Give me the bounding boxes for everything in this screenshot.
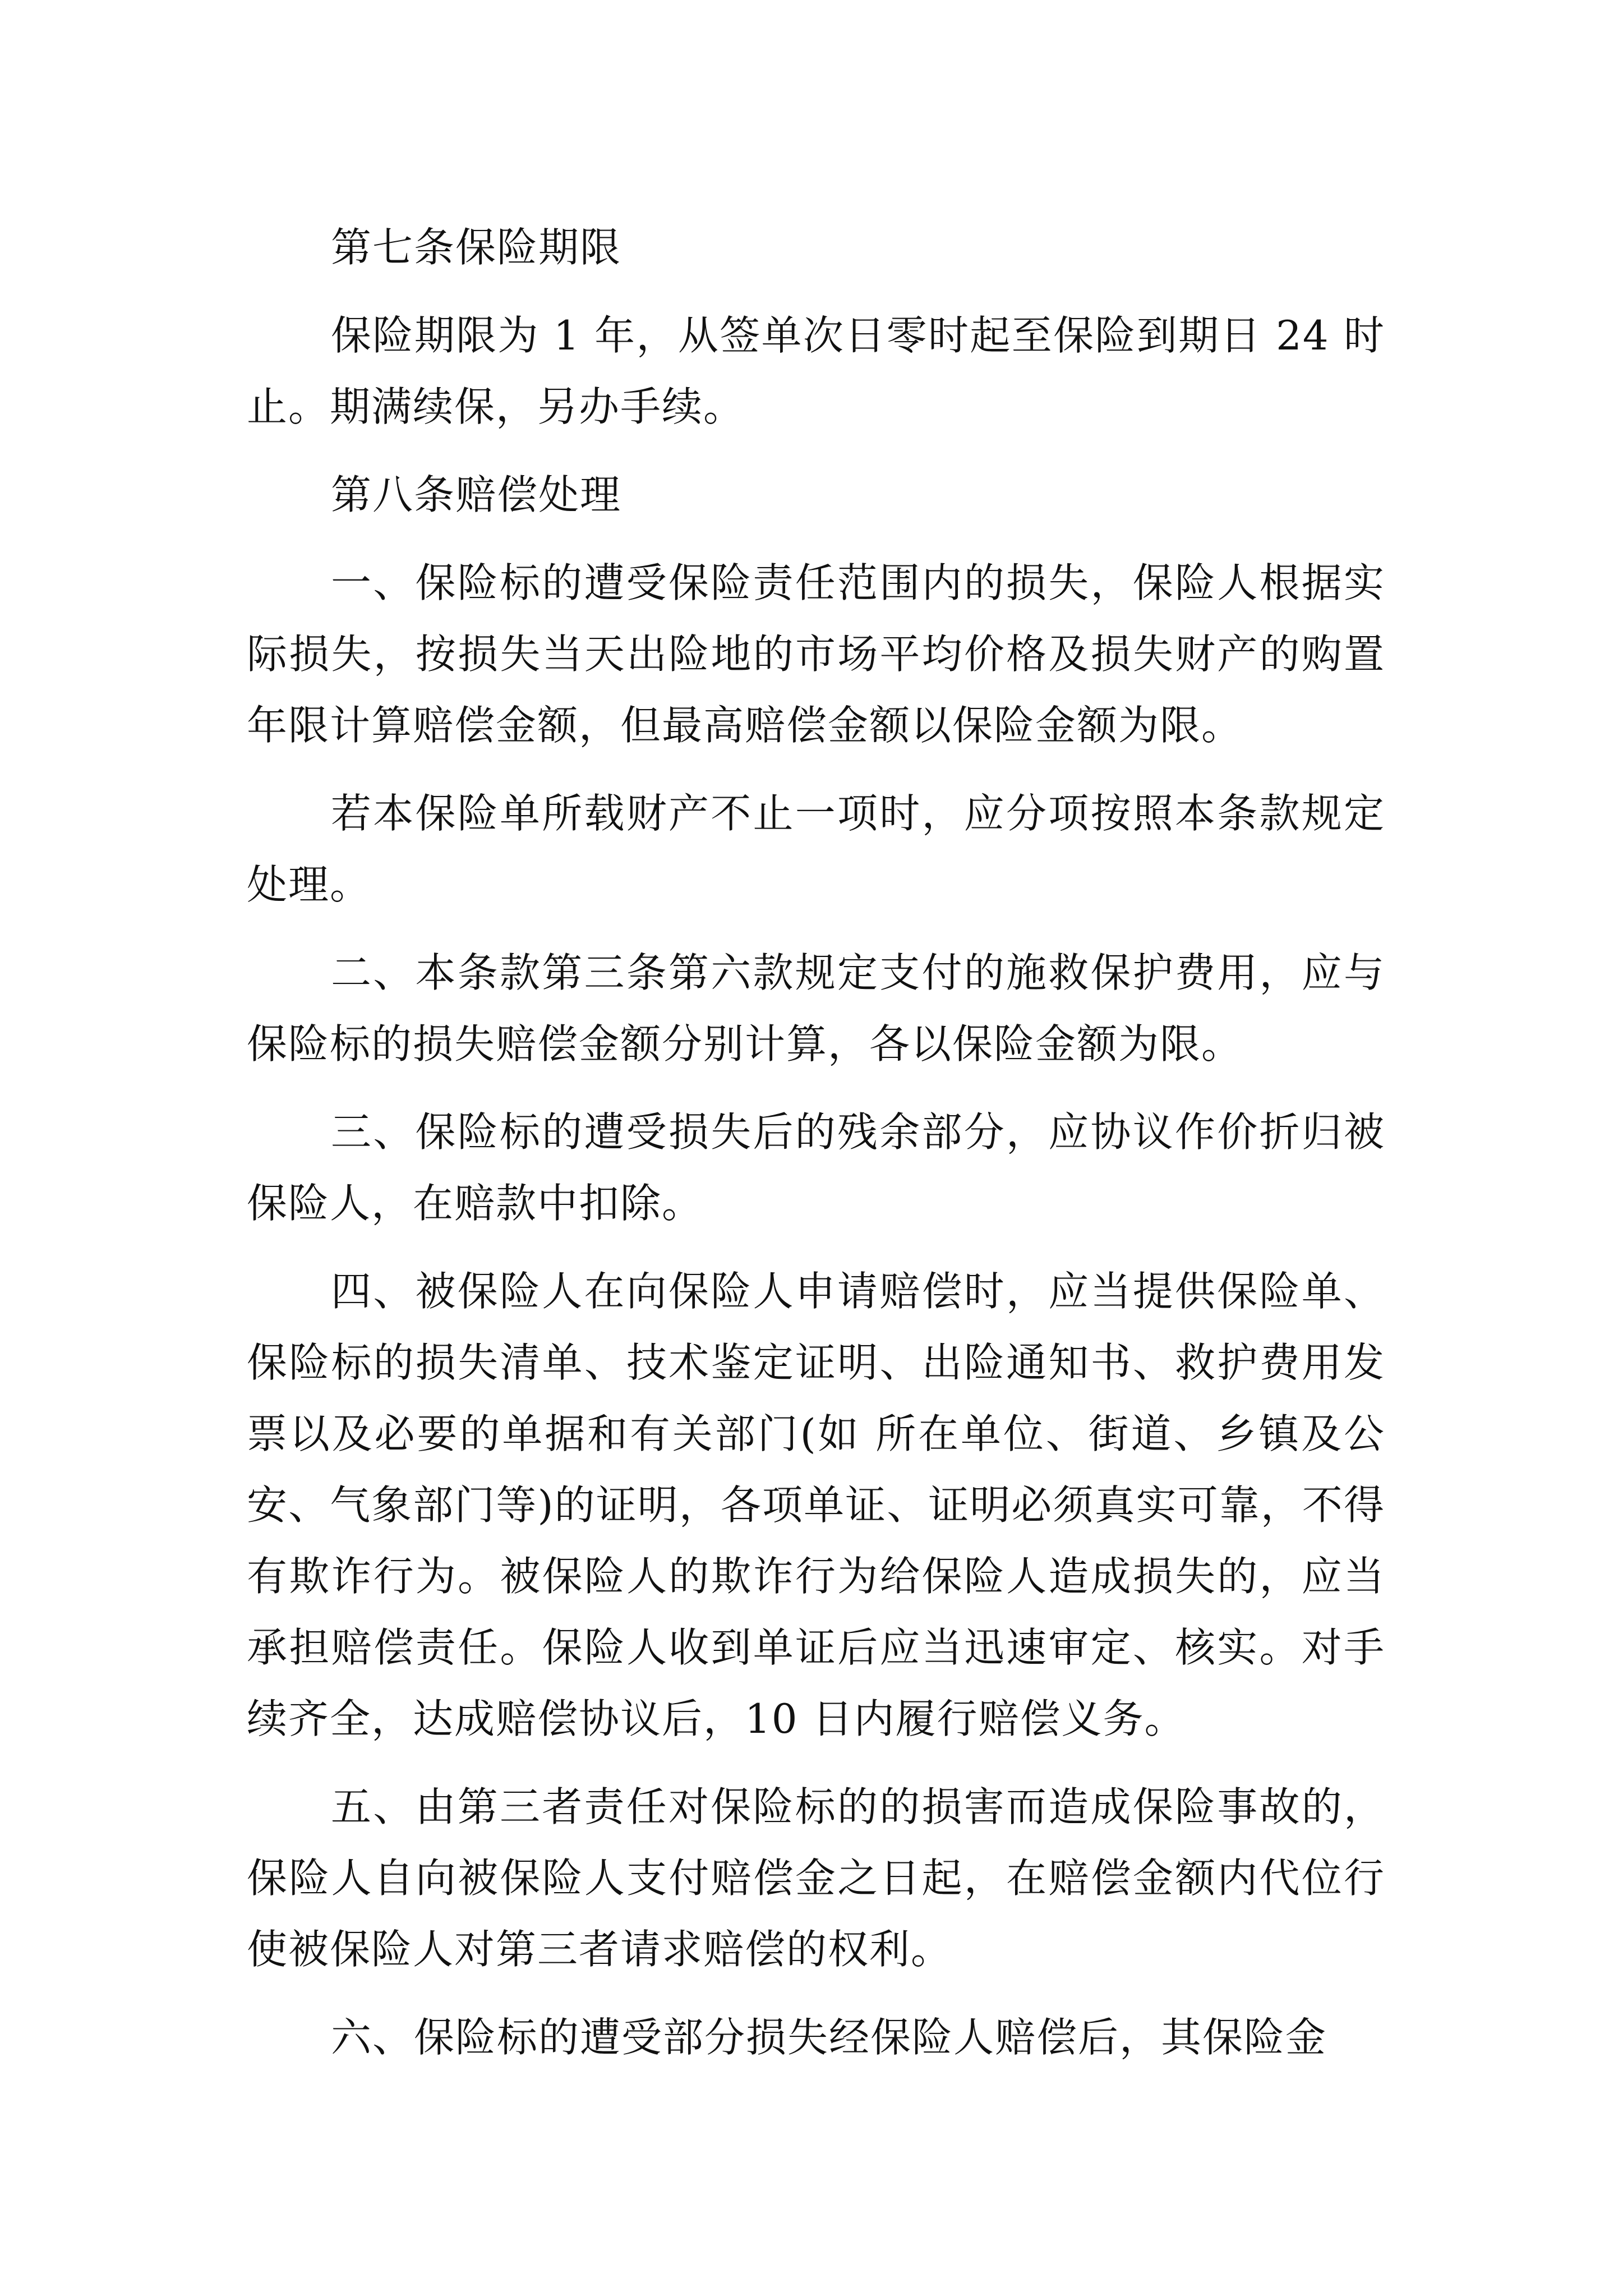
article-8-heading: 第八条赔偿处理 (331, 471, 622, 518)
article-8-clause-1: 一、保险标的遭受保险责任范围内的损失，保险人根据实际损失，按损失当天出险地的市场平均价格及损失财产的购置年限计算赔偿金额，但最高赔偿金额以保险金额为限。 (247, 559, 1385, 749)
article-8-clause-5: 五、由第三者责任对保险标的的损害而造成保险事故的，保险人自向被保险人支付赔偿金之日起，在赔偿金额内代位行使被保险人对第三者请求赔偿的权利。 (247, 1783, 1385, 1973)
article-8-clause-6: 六、保险标的遭受部分损失经保险人赔偿后，其保险金 (331, 2014, 1327, 2061)
article-8-clause-2: 二、本条款第三条第六款规定支付的施救保护费用，应与保险标的损失赔偿金额分别计算，各以保险金额为限。 (247, 949, 1385, 1068)
article-8-clause-1-note: 若本保险单所载财产不止一项时，应分项按照本条款规定处理。 (247, 790, 1385, 908)
article-8-clause-3: 三、保险标的遭受损失后的残余部分，应协议作价折归被保险人，在赔款中扣除。 (247, 1108, 1385, 1227)
article-7-paragraph: 保险期限为 1 年，从签单次日零时起至保险到期日 24 时止。期满续保，另办手续。 (247, 312, 1385, 430)
article-8-clause-4: 四、被保险人在向保险人申请赔偿时，应当提供保险单、保险标的损失清单、技术鉴定证明、出险通知书、救护费用发票以及必要的单据和有关部门(如 所在单位、街道、乡镇及公安、气象部门等)的证明，各项单证、证明必须真实可靠，不得有欺诈行为。被保险人的欺诈行为给保险人造成损失的，应当承担赔偿责任。保险人收到单证后应当迅速审定、核实。对手续齐全，达成赔偿协议后，10 日内履行赔偿义务。 (247, 1268, 1385, 1742)
article-7-heading: 第七条保险期限 (331, 224, 622, 271)
document-body (247, 212, 1385, 2090)
